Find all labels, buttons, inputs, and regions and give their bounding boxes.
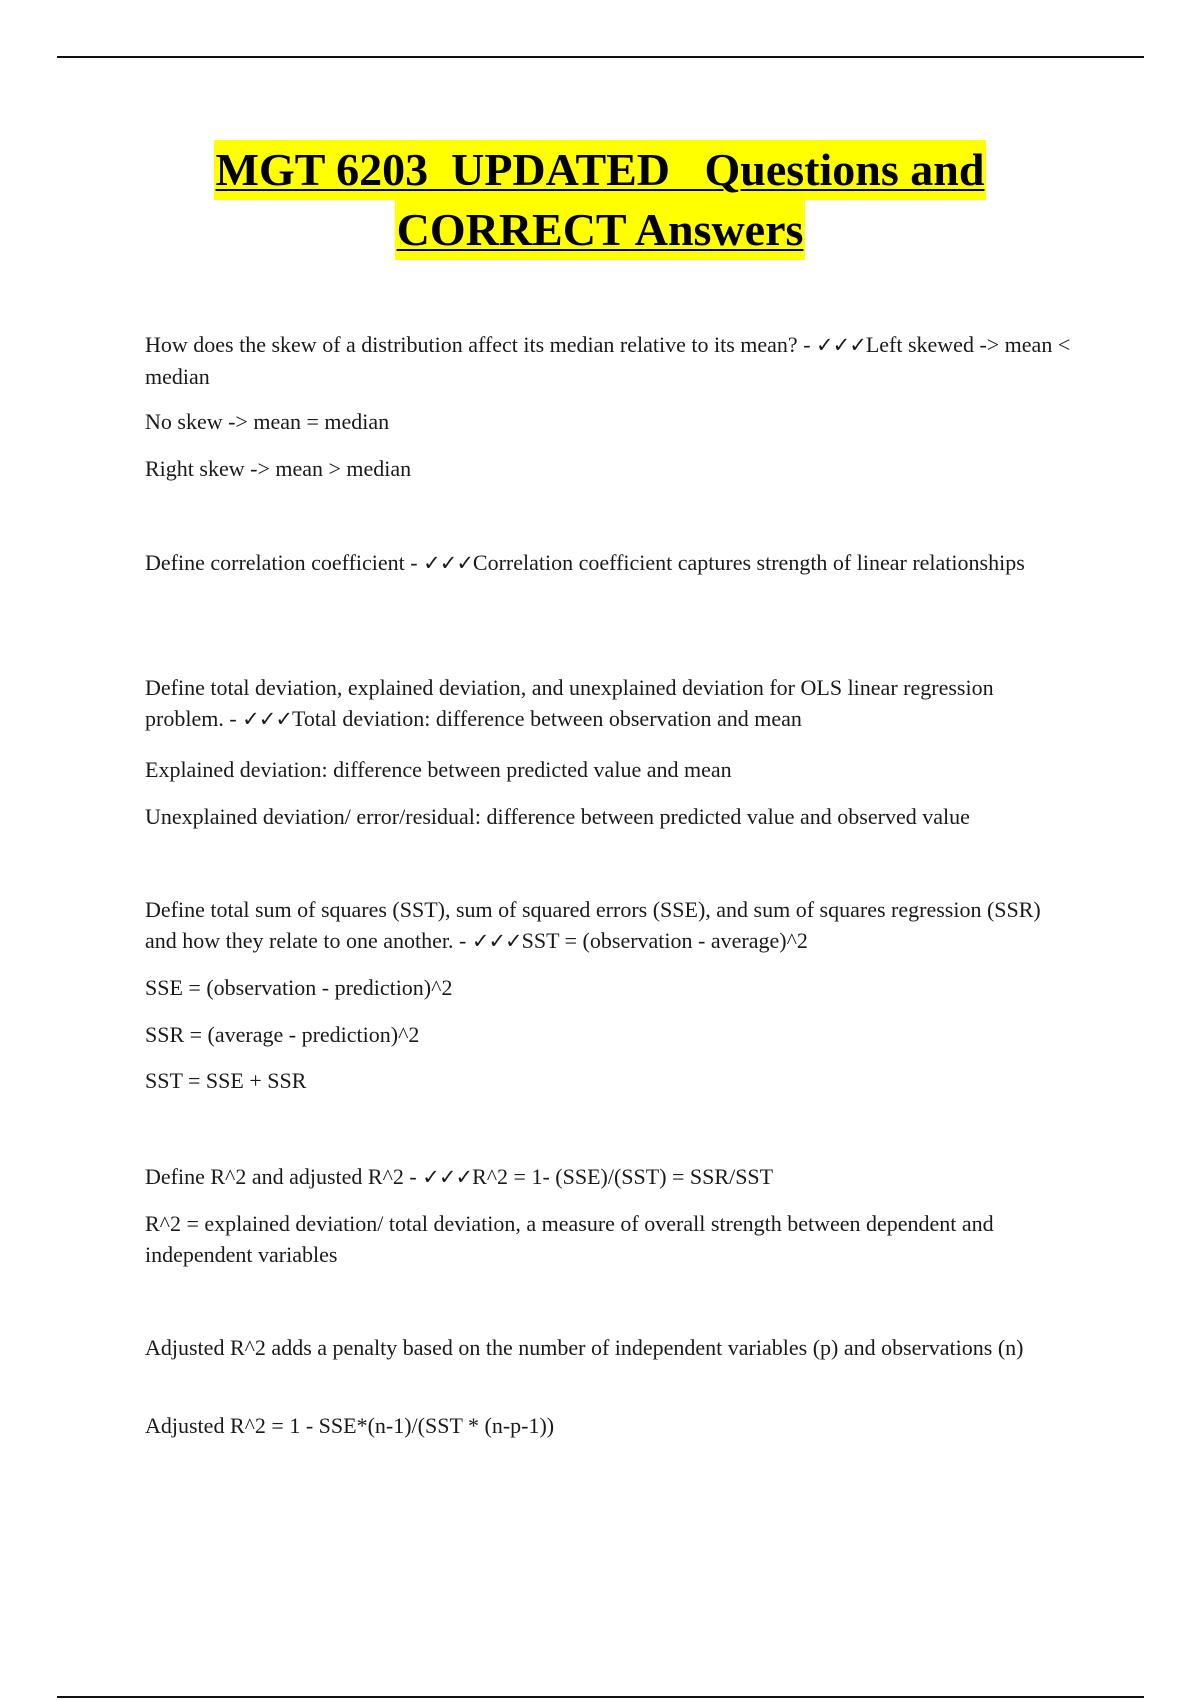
qa-item-1: [145, 329, 1075, 392]
answer-text: Left skewed -> mean < median: [145, 332, 1071, 389]
question-text: Define total deviation, explained deviation, and unexplained deviation for OLS linear regression problem. -: [145, 675, 994, 731]
qa-item-3: [145, 672, 1075, 735]
checkmark-icon: ✓✓✓: [816, 333, 866, 357]
answer-line: SSR = (average - prediction)^2: [145, 1022, 420, 1047]
answer-line: No skew -> mean = median: [145, 409, 390, 434]
qa-item-2: [145, 547, 1075, 579]
qa-item-4: [145, 894, 1075, 957]
question-text: How does the skew of a distribution affect its median relative to its mean? -: [145, 332, 817, 357]
answer-line: SST = SSE + SSR: [145, 1068, 307, 1093]
qa-item-5: [145, 1161, 1075, 1193]
answer-line: Explained deviation: difference between predicted value and mean: [145, 757, 732, 782]
document-title: [0, 140, 1200, 260]
question-text: Define total sum of squares (SST), sum of squared errors (SSE), and sum of squares regression (SSR) and how they relate to one another. -: [145, 897, 1041, 953]
bottom-rule: [57, 1696, 1144, 1698]
answer-text: SST = (observation - average)^2: [521, 928, 808, 953]
question-text: Define correlation coefficient -: [145, 550, 424, 575]
checkmark-icon: ✓✓✓: [471, 929, 522, 953]
answer-text: Correlation coefficient captures strength of linear relationships: [472, 550, 1025, 575]
checkmark-icon: ✓✓✓: [242, 707, 292, 731]
title-line-2: CORRECT Answers: [395, 200, 806, 260]
checkmark-icon: ✓✓✓: [423, 551, 473, 575]
answer-line: SSE = (observation - prediction)^2: [145, 975, 453, 1000]
answer-line: R^2 = explained deviation/ total deviation, a measure of overall strength between dependent and independent variables: [145, 1211, 994, 1267]
checkmark-icon: ✓✓✓: [422, 1165, 473, 1189]
top-rule: [57, 56, 1144, 58]
answer-line: Adjusted R^2 adds a penalty based on the number of independent variables (p) and observations (n): [145, 1335, 1024, 1360]
answer-text: R^2 = 1- (SSE)/(SST) = SSR/SST: [472, 1164, 774, 1189]
question-text: Define R^2 and adjusted R^2 -: [145, 1164, 423, 1189]
title-line-1: MGT 6203 UPDATED Questions and: [214, 140, 987, 200]
answer-text: Total deviation: difference between observation and mean: [291, 706, 802, 731]
answer-line: Unexplained deviation/ error/residual: difference between predicted value and observed value: [145, 804, 970, 829]
answer-line: Adjusted R^2 = 1 - SSE*(n-1)/(SST * (n-p-1)): [145, 1413, 555, 1438]
answer-line: Right skew -> mean > median: [145, 456, 412, 481]
